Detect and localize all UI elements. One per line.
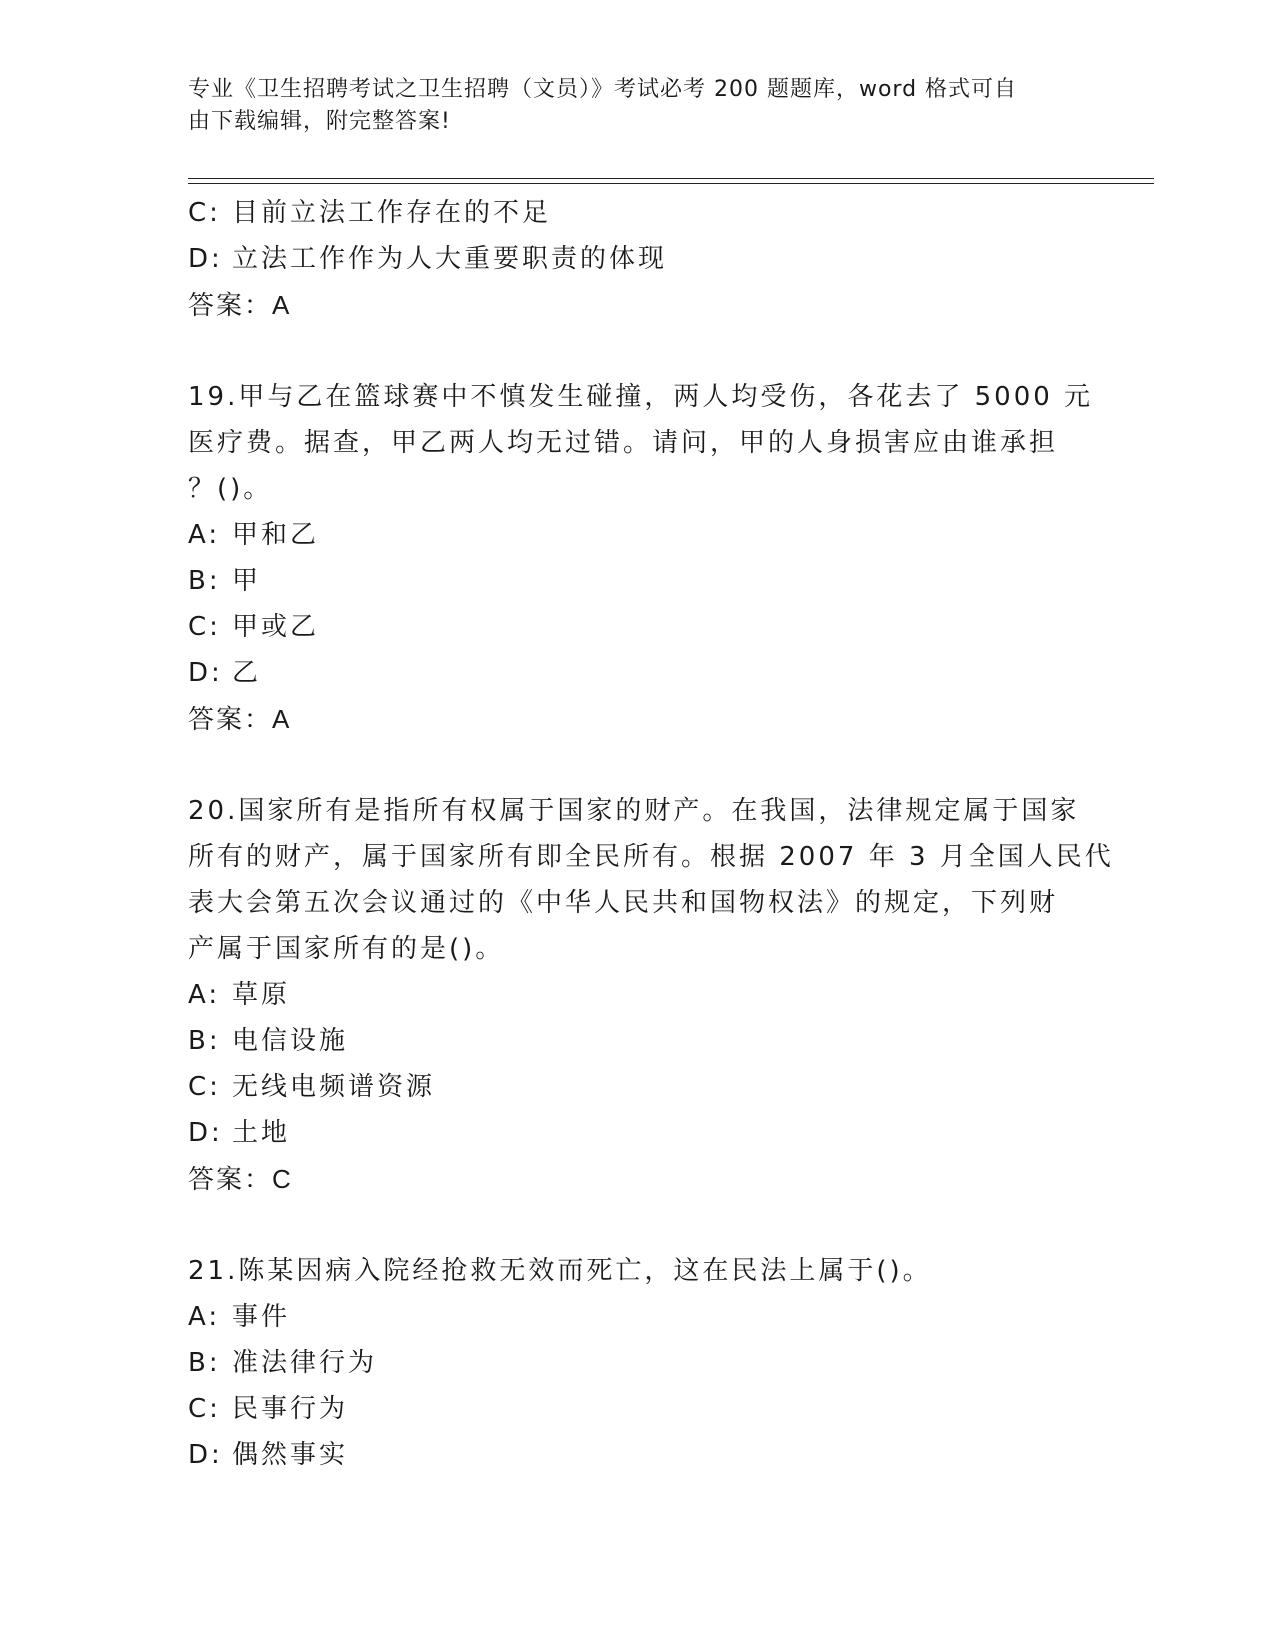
answer-line: 答案：A — [188, 704, 292, 734]
question-block-21 — [188, 1248, 1068, 1478]
question-block-19 — [188, 374, 1094, 742]
option-text: 草原 — [232, 980, 291, 1010]
option-key: C: — [188, 612, 221, 642]
option-text: 电信设施 — [232, 1026, 349, 1056]
spacer — [188, 742, 1068, 788]
option-d — [188, 1110, 1068, 1156]
option-text: 甲和乙 — [232, 520, 320, 550]
question-block-prev — [188, 190, 1068, 328]
option-d — [188, 236, 1068, 282]
option-text: 准法律行为 — [232, 1348, 378, 1378]
option-key: B: — [188, 1026, 221, 1056]
option-key: B: — [188, 1348, 221, 1378]
option-text: 乙 — [232, 658, 262, 688]
question-text-line: 19.甲与乙在篮球赛中不慎发生碰撞，两人均受伤，各花去了 5000 元 — [188, 382, 1094, 412]
header-line-2: 由下载编辑，附完整答案! — [188, 109, 451, 134]
option-key: A: — [188, 1302, 221, 1332]
spacer — [188, 328, 1068, 374]
option-b — [188, 558, 1068, 604]
option-a — [188, 972, 1068, 1018]
option-key: D: — [188, 244, 223, 274]
header-divider-top — [188, 178, 1154, 179]
option-text: 民事行为 — [232, 1394, 349, 1424]
option-text: 土地 — [232, 1118, 291, 1148]
option-d — [188, 1432, 1068, 1478]
option-c — [188, 190, 1068, 236]
spacer — [188, 1202, 1068, 1248]
option-c — [188, 1064, 1068, 1110]
option-text: 甲 — [232, 566, 262, 596]
option-key: D: — [188, 1440, 223, 1470]
option-b — [188, 1340, 1068, 1386]
option-a — [188, 512, 1068, 558]
option-key: A: — [188, 980, 221, 1010]
option-key: A: — [188, 520, 221, 550]
answer-line: 答案：A — [188, 290, 292, 320]
option-text: 事件 — [232, 1302, 291, 1332]
option-key: C: — [188, 198, 221, 228]
option-key: B: — [188, 566, 221, 596]
question-text-line: 21.陈某因病入院经抢救无效而死亡，这在民法上属于()。 — [188, 1256, 932, 1286]
question-text-line: ？()。 — [188, 474, 273, 504]
option-c — [188, 604, 1068, 650]
header-divider-bottom — [188, 183, 1154, 184]
header-line-1: 专业《卫生招聘考试之卫生招聘（文员）》考试必考 200 题题库，word 格式可自 — [188, 77, 1018, 102]
option-key: D: — [188, 1118, 223, 1148]
option-text: 偶然事实 — [232, 1440, 349, 1470]
question-text-line: 20.国家所有是指所有权属于国家的财产。在我国，法律规定属于国家 — [188, 796, 1080, 826]
option-d — [188, 650, 1068, 696]
question-block-20 — [188, 788, 1114, 1202]
option-key: D: — [188, 658, 223, 688]
option-b — [188, 1018, 1068, 1064]
question-text-line: 产属于国家所有的是()。 — [188, 934, 505, 964]
option-text: 无线电频谱资源 — [232, 1072, 436, 1102]
option-c — [188, 1386, 1068, 1432]
option-text: 立法工作作为人大重要职责的体现 — [232, 244, 668, 274]
question-list — [188, 190, 1114, 1478]
answer-line: 答案：C — [188, 1164, 293, 1194]
option-key: C: — [188, 1072, 221, 1102]
option-a — [188, 1294, 1068, 1340]
question-text-line: 医疗费。据查，甲乙两人均无过错。请问，甲的人身损害应由谁承担 — [188, 428, 1059, 458]
option-key: C: — [188, 1394, 221, 1424]
question-text-line: 所有的财产，属于国家所有即全民所有。根据 2007 年 3 月全国人民代 — [188, 842, 1114, 872]
option-text: 甲或乙 — [232, 612, 320, 642]
page-header — [188, 74, 1068, 138]
option-text: 目前立法工作存在的不足 — [232, 198, 552, 228]
question-text-line: 表大会第五次会议通过的《中华人民共和国物权法》的规定，下列财 — [188, 888, 1059, 918]
